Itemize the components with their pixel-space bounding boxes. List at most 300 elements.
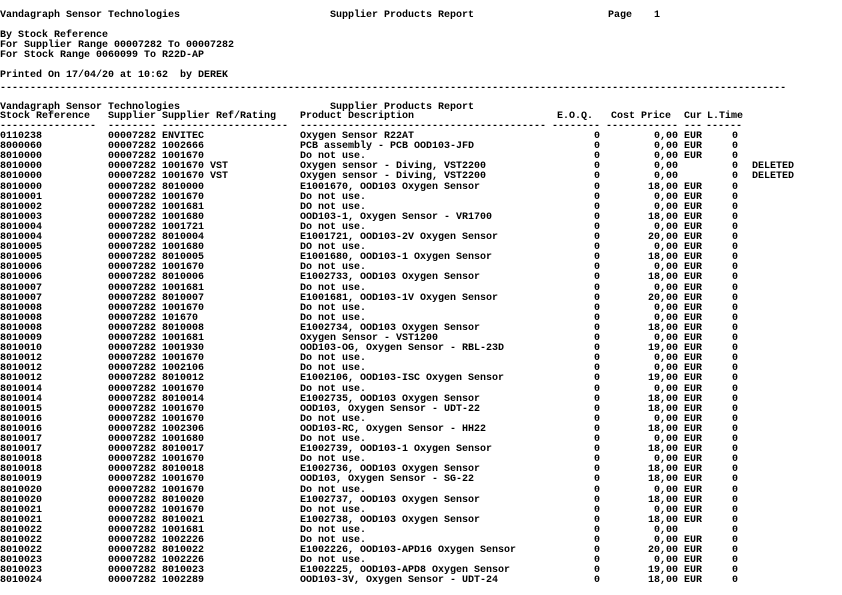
cell-eoq: 0 xyxy=(593,524,600,536)
cell-currency: EUR xyxy=(684,191,703,203)
cell-supplier: 00007282 xyxy=(108,262,157,274)
cell-stock-ref: 8010010 xyxy=(0,343,43,355)
cell-currency: EUR xyxy=(684,181,703,193)
cell-lead-time: 0 xyxy=(731,232,738,243)
cell-description: Do not use. xyxy=(300,383,367,395)
cell-cost-price: 0,00 xyxy=(653,171,678,183)
cell-cost-price: 18,00 xyxy=(647,474,678,486)
cell-supplier-ref: 1001670 xyxy=(162,353,205,365)
cell-description: Do not use. xyxy=(300,151,367,163)
cell-currency: EUR xyxy=(684,282,703,294)
cell-supplier-ref: 8010023 xyxy=(162,565,205,577)
cell-description: OOD103-RC, Oxygen Sensor - HH22 xyxy=(300,423,487,435)
cell-currency: EUR xyxy=(684,343,703,355)
cell-description: Do not use. xyxy=(300,353,367,365)
cell-stock-ref: 8010019 xyxy=(0,474,43,486)
cell-stock-ref: 8010000 xyxy=(0,151,43,163)
cell-cost-price: 0,00 xyxy=(653,242,678,254)
cell-lead-time: 0 xyxy=(731,373,738,385)
cell-supplier: 00007282 xyxy=(108,242,157,254)
cell-currency: EUR xyxy=(684,545,703,557)
cell-supplier: 00007282 xyxy=(108,353,157,365)
cell-supplier: 00007282 xyxy=(108,393,157,405)
cell-eoq: 0 xyxy=(593,272,600,284)
cell-eoq: 0 xyxy=(593,242,600,254)
cell-lead-time: 0 xyxy=(731,504,738,516)
cell-status: DELETED xyxy=(752,171,795,183)
cell-supplier-ref: 1002666 xyxy=(162,141,205,153)
cell-currency: EUR xyxy=(684,292,703,304)
cell-description: DO not use. xyxy=(300,242,367,254)
cell-eoq: 0 xyxy=(593,322,600,334)
cell-eoq: 0 xyxy=(593,312,600,324)
cell-cost-price: 18,00 xyxy=(647,181,678,193)
cell-lead-time: 0 xyxy=(731,191,738,203)
cell-supplier: 00007282 xyxy=(108,131,157,142)
cell-currency: EUR xyxy=(684,302,703,314)
cell-lead-time: 0 xyxy=(731,353,738,365)
cell-eoq: 0 xyxy=(593,262,600,274)
cell-description: E1001670, OOD103 Oxygen Sensor xyxy=(300,181,481,193)
cell-lead-time: 0 xyxy=(731,494,738,506)
divider: --------------------- xyxy=(162,121,289,132)
cell-stock-ref: 8010005 xyxy=(0,252,43,264)
cell-supplier: 00007282 xyxy=(108,575,157,587)
cell-description: PCB assembly - PCB OOD103-JFD xyxy=(300,141,475,153)
cell-supplier-ref: 8010000 xyxy=(162,181,205,193)
cell-supplier-ref: 1001930 xyxy=(162,343,205,355)
cell-supplier: 00007282 xyxy=(108,252,157,264)
cell-supplier-ref: 1001670 xyxy=(162,413,205,425)
cell-eoq: 0 xyxy=(593,131,600,142)
cell-supplier: 00007282 xyxy=(108,191,157,203)
cell-lead-time: 0 xyxy=(731,454,738,466)
cell-stock-ref: 8010016 xyxy=(0,423,43,435)
cell-lead-time: 0 xyxy=(731,272,738,284)
cell-eoq: 0 xyxy=(593,353,600,365)
cell-supplier-ref: 1002289 xyxy=(162,575,205,587)
cell-supplier: 00007282 xyxy=(108,171,157,183)
cell-lead-time: 0 xyxy=(731,211,738,223)
cell-supplier: 00007282 xyxy=(108,292,157,304)
cell-lead-time: 0 xyxy=(731,333,738,344)
cell-cost-price: 0,00 xyxy=(653,454,678,466)
cell-cost-price: 0,00 xyxy=(653,535,678,546)
cell-lead-time: 0 xyxy=(731,302,738,314)
cell-stock-ref: 8010007 xyxy=(0,292,43,304)
cell-currency: EUR xyxy=(684,504,703,516)
cell-supplier: 00007282 xyxy=(108,232,157,243)
cell-eoq: 0 xyxy=(593,545,600,557)
cell-lead-time: 0 xyxy=(731,221,738,233)
supplier-range: For Supplier Range 00007282 To 00007282 xyxy=(0,40,235,51)
cell-stock-ref: 8010022 xyxy=(0,535,43,546)
cell-supplier: 00007282 xyxy=(108,312,157,324)
cell-description: OOD103-OG, Oxygen Sensor - RBL-23D xyxy=(300,343,505,355)
cell-cost-price: 18,00 xyxy=(647,211,678,223)
cell-supplier: 00007282 xyxy=(108,302,157,314)
cell-description: OOD103, Oxygen Sensor - SG-22 xyxy=(300,474,475,486)
cell-supplier: 00007282 xyxy=(108,141,157,153)
cell-currency: EUR xyxy=(684,221,703,233)
table-company-name: Vandagraph Sensor Technologies xyxy=(0,102,181,113)
cell-currency: EUR xyxy=(684,211,703,223)
cell-supplier: 00007282 xyxy=(108,282,157,294)
cell-supplier: 00007282 xyxy=(108,524,157,536)
cell-lead-time: 0 xyxy=(731,343,738,355)
cell-description: Do not use. xyxy=(300,312,367,324)
cell-supplier: 00007282 xyxy=(108,514,157,526)
cell-description: E1002733, OOD103 Oxygen Sensor xyxy=(300,272,481,284)
cell-currency: EUR xyxy=(684,383,703,395)
cell-description: E1002738, OOD103 Oxygen Sensor xyxy=(300,514,481,526)
divider: ----------------------------------------- xyxy=(300,121,547,132)
cell-supplier-ref: 1001721 xyxy=(162,221,205,233)
cell-description: OOD103-1, Oxygen Sensor - VR1700 xyxy=(300,211,493,223)
cell-description: E1002106, OOD103-ISC Oxygen Sensor xyxy=(300,373,505,385)
cell-currency: EUR xyxy=(684,232,703,243)
cell-supplier: 00007282 xyxy=(108,464,157,476)
cell-eoq: 0 xyxy=(593,151,600,163)
report-title: Supplier Products Report xyxy=(330,10,475,21)
cell-supplier-ref: 1001681 xyxy=(162,201,205,213)
cell-currency: EUR xyxy=(684,333,703,344)
cell-lead-time: 0 xyxy=(731,312,738,324)
cell-lead-time: 0 xyxy=(731,292,738,304)
cell-supplier: 00007282 xyxy=(108,343,157,355)
cell-lead-time: 0 xyxy=(731,393,738,405)
page-number: 1 xyxy=(654,10,661,21)
cell-eoq: 0 xyxy=(593,211,600,223)
cell-cost-price: 0,00 xyxy=(653,131,678,142)
cell-cost-price: 0,00 xyxy=(653,363,678,375)
cell-lead-time: 0 xyxy=(731,171,738,183)
table-row xyxy=(0,284,842,294)
table-row xyxy=(0,273,842,283)
cell-cost-price: 0,00 xyxy=(653,302,678,314)
cell-eoq: 0 xyxy=(593,535,600,546)
cell-status: DELETED xyxy=(752,161,795,173)
cell-lead-time: 0 xyxy=(731,131,738,142)
cell-supplier-ref: 1001680 xyxy=(162,434,205,445)
cell-cost-price: 19,00 xyxy=(647,373,678,385)
cell-description: Oxygen Sensor R22AT xyxy=(300,131,415,142)
cell-lead-time: 0 xyxy=(731,413,738,425)
divider: -------- xyxy=(108,121,157,132)
cell-stock-ref: 8010018 xyxy=(0,454,43,466)
cell-stock-ref: 8010009 xyxy=(0,333,43,344)
cell-eoq: 0 xyxy=(593,393,600,405)
cell-supplier-ref: 8010004 xyxy=(162,232,205,243)
cell-currency: EUR xyxy=(684,312,703,324)
cell-currency: EUR xyxy=(684,272,703,284)
cell-supplier: 00007282 xyxy=(108,504,157,516)
cell-cost-price: 0,00 xyxy=(653,383,678,395)
col-description: Product Description xyxy=(300,111,415,122)
cell-supplier: 00007282 xyxy=(108,151,157,163)
cell-supplier-ref: 1001670 xyxy=(162,191,205,203)
cell-supplier-ref: 8010018 xyxy=(162,464,205,476)
cell-stock-ref: 8010020 xyxy=(0,484,43,496)
cell-eoq: 0 xyxy=(593,484,600,496)
cell-stock-ref: 8010004 xyxy=(0,232,43,243)
cell-eoq: 0 xyxy=(593,252,600,264)
cell-eoq: 0 xyxy=(593,343,600,355)
cell-lead-time: 0 xyxy=(731,383,738,395)
cell-description: E1002736, OOD103 Oxygen Sensor xyxy=(300,464,481,476)
cell-eoq: 0 xyxy=(593,221,600,233)
cell-currency: EUR xyxy=(684,262,703,274)
cell-stock-ref: 8010022 xyxy=(0,545,43,557)
cell-currency: EUR xyxy=(684,403,703,415)
cell-lead-time: 0 xyxy=(731,545,738,557)
cell-eoq: 0 xyxy=(593,434,600,445)
cell-supplier-ref: 1001681 xyxy=(162,524,205,536)
cell-eoq: 0 xyxy=(593,423,600,435)
cell-description: Do not use. xyxy=(300,504,367,516)
cell-supplier: 00007282 xyxy=(108,211,157,223)
cell-cost-price: 0,00 xyxy=(653,555,678,567)
cell-lead-time: 0 xyxy=(731,444,738,456)
cell-description: E1002225, OOD103-APD8 Oxygen Sensor xyxy=(300,565,511,577)
cell-supplier: 00007282 xyxy=(108,413,157,425)
cell-description: Do not use. xyxy=(300,454,367,466)
cell-stock-ref: 8010006 xyxy=(0,262,43,274)
cell-supplier-ref: 8010021 xyxy=(162,514,205,526)
cell-lead-time: 0 xyxy=(731,363,738,375)
cell-currency: EUR xyxy=(684,514,703,526)
cell-currency: EUR xyxy=(684,413,703,425)
cell-description: Do not use. xyxy=(300,302,367,314)
cell-description: Do not use. xyxy=(300,191,367,203)
cell-lead-time: 0 xyxy=(731,161,738,173)
cell-stock-ref: 8010000 xyxy=(0,181,43,193)
cell-cost-price: 0,00 xyxy=(653,221,678,233)
cell-cost-price: 18,00 xyxy=(647,575,678,587)
cell-eoq: 0 xyxy=(593,181,600,193)
table-row xyxy=(0,486,842,496)
printed-on: Printed On 17/04/20 at 10:62 by DEREK xyxy=(0,70,229,81)
cell-eoq: 0 xyxy=(593,383,600,395)
cell-cost-price: 19,00 xyxy=(647,343,678,355)
table-row xyxy=(0,374,842,384)
cell-supplier-ref: 8010005 xyxy=(162,252,205,264)
cell-eoq: 0 xyxy=(593,171,600,183)
cell-lead-time: 0 xyxy=(731,262,738,274)
cell-lead-time: 0 xyxy=(731,403,738,415)
cell-supplier-ref: 1001670 xyxy=(162,454,205,466)
cell-lead-time: 0 xyxy=(731,555,738,567)
cell-description: E1002226, OOD103-APD16 Oxygen Sensor xyxy=(300,545,517,557)
cell-cost-price: 0,00 xyxy=(653,524,678,536)
sort-by: By Stock Reference xyxy=(0,30,109,41)
cell-lead-time: 0 xyxy=(731,464,738,476)
cell-description: E1001721, OOD103-2V Oxygen Sensor xyxy=(300,232,499,243)
cell-currency: EUR xyxy=(684,201,703,213)
cell-eoq: 0 xyxy=(593,191,600,203)
cell-stock-ref: 8010020 xyxy=(0,494,43,506)
cell-eoq: 0 xyxy=(593,494,600,506)
cell-stock-ref: 8010012 xyxy=(0,353,43,365)
col-eoq: E.O.Q. xyxy=(557,111,594,122)
cell-cost-price: 0,00 xyxy=(653,191,678,203)
cell-supplier-ref: 8010022 xyxy=(162,545,205,557)
cell-supplier-ref: 1001681 xyxy=(162,333,205,344)
cell-eoq: 0 xyxy=(593,373,600,385)
cell-eoq: 0 xyxy=(593,444,600,456)
cell-supplier: 00007282 xyxy=(108,484,157,496)
cell-description: E1001680, OOD103-1 Oxygen Sensor xyxy=(300,252,493,264)
cell-supplier-ref: 1001670 VST xyxy=(162,161,229,173)
cell-description: Do not use. xyxy=(300,555,367,567)
cell-description: Oxygen sensor - Diving, VST2200 xyxy=(300,161,487,173)
cell-stock-ref: 8010008 xyxy=(0,302,43,314)
cell-lead-time: 0 xyxy=(731,282,738,294)
cell-eoq: 0 xyxy=(593,514,600,526)
cell-supplier: 00007282 xyxy=(108,444,157,456)
cell-description: Do not use. xyxy=(300,413,367,425)
cell-cost-price: 0,00 xyxy=(653,413,678,425)
cell-stock-ref: 8010024 xyxy=(0,575,43,587)
cell-supplier-ref: 8010006 xyxy=(162,272,205,284)
cell-stock-ref: 8010018 xyxy=(0,464,43,476)
cell-eoq: 0 xyxy=(593,282,600,294)
cell-supplier: 00007282 xyxy=(108,383,157,395)
cell-eoq: 0 xyxy=(593,555,600,567)
cell-supplier-ref: 1001670 xyxy=(162,474,205,486)
cell-eoq: 0 xyxy=(593,302,600,314)
col-currency: Cur xyxy=(684,111,703,122)
cell-supplier-ref: 1001670 VST xyxy=(162,171,229,183)
divider: ------ xyxy=(706,121,743,132)
cell-eoq: 0 xyxy=(593,504,600,516)
cell-supplier: 00007282 xyxy=(108,434,157,445)
cell-cost-price: 18,00 xyxy=(647,464,678,476)
cell-lead-time: 0 xyxy=(731,141,738,153)
cell-cost-price: 0,00 xyxy=(653,484,678,496)
page-label: Page xyxy=(608,10,633,21)
cell-currency: EUR xyxy=(684,353,703,365)
cell-lead-time: 0 xyxy=(731,514,738,526)
cell-cost-price: 18,00 xyxy=(647,423,678,435)
cell-supplier: 00007282 xyxy=(108,545,157,557)
cell-supplier-ref: 8010017 xyxy=(162,444,205,456)
cell-supplier-ref: 1001670 xyxy=(162,403,205,415)
cell-currency: EUR xyxy=(684,393,703,405)
cell-lead-time: 0 xyxy=(731,151,738,163)
cell-supplier: 00007282 xyxy=(108,423,157,435)
cell-supplier: 00007282 xyxy=(108,494,157,506)
cell-eoq: 0 xyxy=(593,232,600,243)
cell-cost-price: 18,00 xyxy=(647,403,678,415)
col-cost-price: Cost Price xyxy=(611,111,672,122)
cell-description: OOD103, Oxygen Sensor - UDT-22 xyxy=(300,403,481,415)
table-report-title: Supplier Products Report xyxy=(330,102,475,113)
cell-supplier: 00007282 xyxy=(108,272,157,284)
cell-currency: EUR xyxy=(684,464,703,476)
cell-eoq: 0 xyxy=(593,201,600,213)
col-supplier: Supplier xyxy=(108,111,157,122)
cell-lead-time: 0 xyxy=(731,423,738,435)
cell-supplier-ref: 1002306 xyxy=(162,423,205,435)
cell-supplier-ref: 8010007 xyxy=(162,292,205,304)
divider: ----------------------------------------------------------------------------------------------------------------------------------- xyxy=(0,83,787,94)
col-supplier-ref: Supplier Ref/Rating xyxy=(162,111,277,122)
cell-eoq: 0 xyxy=(593,565,600,577)
cell-cost-price: 0,00 xyxy=(653,353,678,365)
cell-supplier: 00007282 xyxy=(108,555,157,567)
cell-supplier: 00007282 xyxy=(108,454,157,466)
cell-description: DO not use. xyxy=(300,201,367,213)
cell-cost-price: 0,00 xyxy=(653,151,678,163)
cell-stock-ref: 8010015 xyxy=(0,403,43,415)
cell-stock-ref: 8010002 xyxy=(0,201,43,213)
cell-supplier: 00007282 xyxy=(108,403,157,415)
cell-description: E1002739, OOD103-1 Oxygen Sensor xyxy=(300,444,493,456)
cell-currency: EUR xyxy=(684,535,703,546)
cell-cost-price: 0,00 xyxy=(653,201,678,213)
cell-cost-price: 18,00 xyxy=(647,252,678,264)
cell-cost-price: 0,00 xyxy=(653,141,678,153)
cell-currency: EUR xyxy=(684,131,703,142)
cell-supplier-ref: 1001670 xyxy=(162,383,205,395)
cell-supplier: 00007282 xyxy=(108,161,157,173)
cell-lead-time: 0 xyxy=(731,575,738,587)
table-row xyxy=(0,183,842,193)
cell-supplier: 00007282 xyxy=(108,333,157,344)
cell-eoq: 0 xyxy=(593,575,600,587)
cell-stock-ref: 8010007 xyxy=(0,282,43,294)
cell-currency: EUR xyxy=(684,373,703,385)
cell-stock-ref: 8010021 xyxy=(0,514,43,526)
cell-stock-ref: 8010008 xyxy=(0,312,43,324)
cell-currency: EUR xyxy=(684,322,703,334)
cell-eoq: 0 xyxy=(593,403,600,415)
cell-supplier-ref: 1001670 xyxy=(162,151,205,163)
table-row xyxy=(0,475,842,485)
cell-lead-time: 0 xyxy=(731,484,738,496)
cell-cost-price: 0,00 xyxy=(653,312,678,324)
cell-currency: EUR xyxy=(684,434,703,445)
cell-description: Do not use. xyxy=(300,262,367,274)
cell-supplier-ref: 8010020 xyxy=(162,494,205,506)
cell-supplier-ref: 1001670 xyxy=(162,262,205,274)
cell-stock-ref: 8010000 xyxy=(0,161,43,173)
cell-lead-time: 0 xyxy=(731,242,738,254)
cell-cost-price: 0,00 xyxy=(653,282,678,294)
cell-supplier-ref: 1001680 xyxy=(162,211,205,223)
cell-description: E1001681, OOD103-1V Oxygen Sensor xyxy=(300,292,499,304)
col-lead-time: L.Time xyxy=(707,111,744,122)
cell-currency: EUR xyxy=(684,474,703,486)
cell-currency: EUR xyxy=(684,575,703,587)
cell-stock-ref: 8010023 xyxy=(0,555,43,567)
cell-cost-price: 20,00 xyxy=(647,292,678,304)
cell-supplier-ref: 8010012 xyxy=(162,373,205,385)
cell-eoq: 0 xyxy=(593,333,600,344)
table-row xyxy=(0,385,842,395)
cell-stock-ref: 8010014 xyxy=(0,393,43,405)
cell-description: Oxygen Sensor - VST1200 xyxy=(300,333,439,344)
cell-currency: EUR xyxy=(684,151,703,163)
cell-cost-price: 18,00 xyxy=(647,514,678,526)
cell-stock-ref: 8010023 xyxy=(0,565,43,577)
cell-eoq: 0 xyxy=(593,292,600,304)
cell-cost-price: 0,00 xyxy=(653,434,678,445)
cell-supplier: 00007282 xyxy=(108,373,157,385)
cell-currency: EUR xyxy=(684,423,703,435)
cell-description: Oxygen sensor - Diving, VST2200 xyxy=(300,171,487,183)
